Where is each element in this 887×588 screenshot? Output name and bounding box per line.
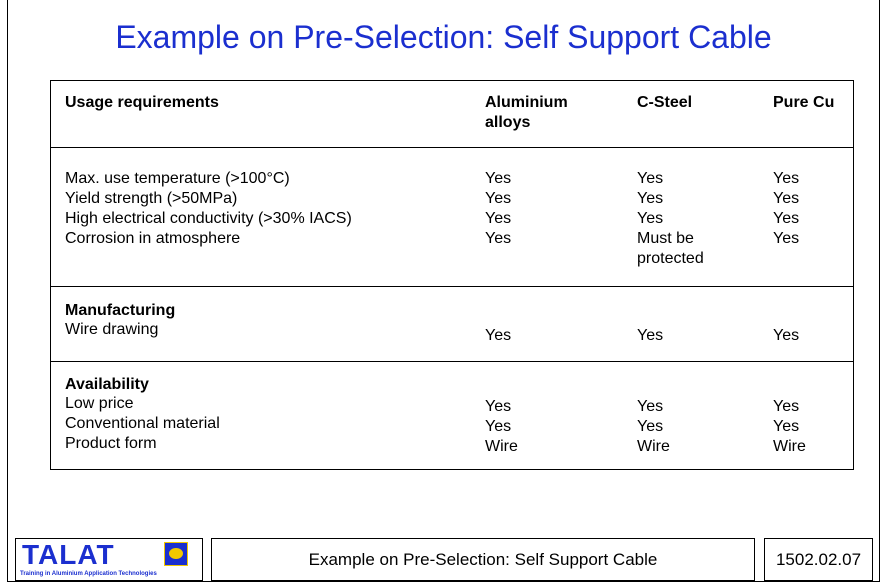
page-title: Example on Pre-Selection: Self Support Cable <box>115 19 772 55</box>
row-label: High electrical conductivity (>30% IACS) <box>65 210 352 227</box>
cell-aluminium: Yes <box>485 398 512 415</box>
section-heading-availability: Availability <box>65 376 149 393</box>
cell-pure-cu: Yes <box>773 210 800 227</box>
selection-table <box>50 80 854 470</box>
cell-aluminium: Yes <box>485 170 512 187</box>
cell-c-steel: Yes <box>637 190 664 207</box>
row-label: Conventional material <box>65 415 220 432</box>
cell-pure-cu: Yes <box>773 190 800 207</box>
footer-title-text: Example on Pre-Selection: Self Support Cable <box>308 549 658 569</box>
eu-stars-icon <box>164 542 188 566</box>
cell-pure-cu: Yes <box>773 230 800 247</box>
footer <box>15 538 873 581</box>
header-usage-requirements: Usage requirements <box>65 94 219 111</box>
cell-aluminium: Yes <box>485 210 512 227</box>
cell-c-steel: Yes <box>637 398 664 415</box>
document-code: 1502.02.07 <box>775 549 862 569</box>
cell-aluminium: Wire <box>485 438 518 455</box>
row-label: Low price <box>65 395 134 412</box>
row-label: Max. use temperature (>100°C) <box>65 170 290 187</box>
cell-aluminium: Yes <box>485 327 512 344</box>
cell-aluminium: Yes <box>485 190 512 207</box>
header-divider <box>51 147 853 148</box>
cell-pure-cu: Yes <box>773 170 800 187</box>
header-c-steel: C-Steel <box>637 94 693 111</box>
cell-aluminium: Yes <box>485 230 512 247</box>
section-divider <box>51 286 853 287</box>
cell-pure-cu: Wire <box>773 438 806 455</box>
cell-c-steel: Yes <box>637 210 664 227</box>
alu-badge <box>169 548 183 559</box>
cell-c-steel: Must be protected <box>637 230 704 267</box>
row-label: Yield strength (>50MPa) <box>65 190 238 207</box>
row-label: Corrosion in atmosphere <box>65 230 241 247</box>
cell-aluminium: Yes <box>485 418 512 435</box>
cell-c-steel: Yes <box>637 170 664 187</box>
section-divider <box>51 361 853 362</box>
cell-c-steel: Yes <box>637 327 664 344</box>
footer-code <box>764 538 873 581</box>
cell-c-steel: Yes <box>637 418 664 435</box>
cell-c-steel: Wire <box>637 438 670 455</box>
row-label: Wire drawing <box>65 321 159 338</box>
logo-wordmark: TALAT <box>22 539 115 570</box>
talat-logo <box>15 538 203 581</box>
header-aluminium-alloys: Aluminium alloys <box>485 94 568 131</box>
cell-pure-cu: Yes <box>773 418 800 435</box>
header-pure-cu: Pure Cu <box>773 94 835 111</box>
logo-subtitle: Training in Aluminium Application Technologies <box>20 571 157 577</box>
section-heading-manufacturing: Manufacturing <box>65 302 176 319</box>
cell-pure-cu: Yes <box>773 327 800 344</box>
footer-title <box>211 538 755 581</box>
row-label: Product form <box>65 435 157 452</box>
cell-pure-cu: Yes <box>773 398 800 415</box>
